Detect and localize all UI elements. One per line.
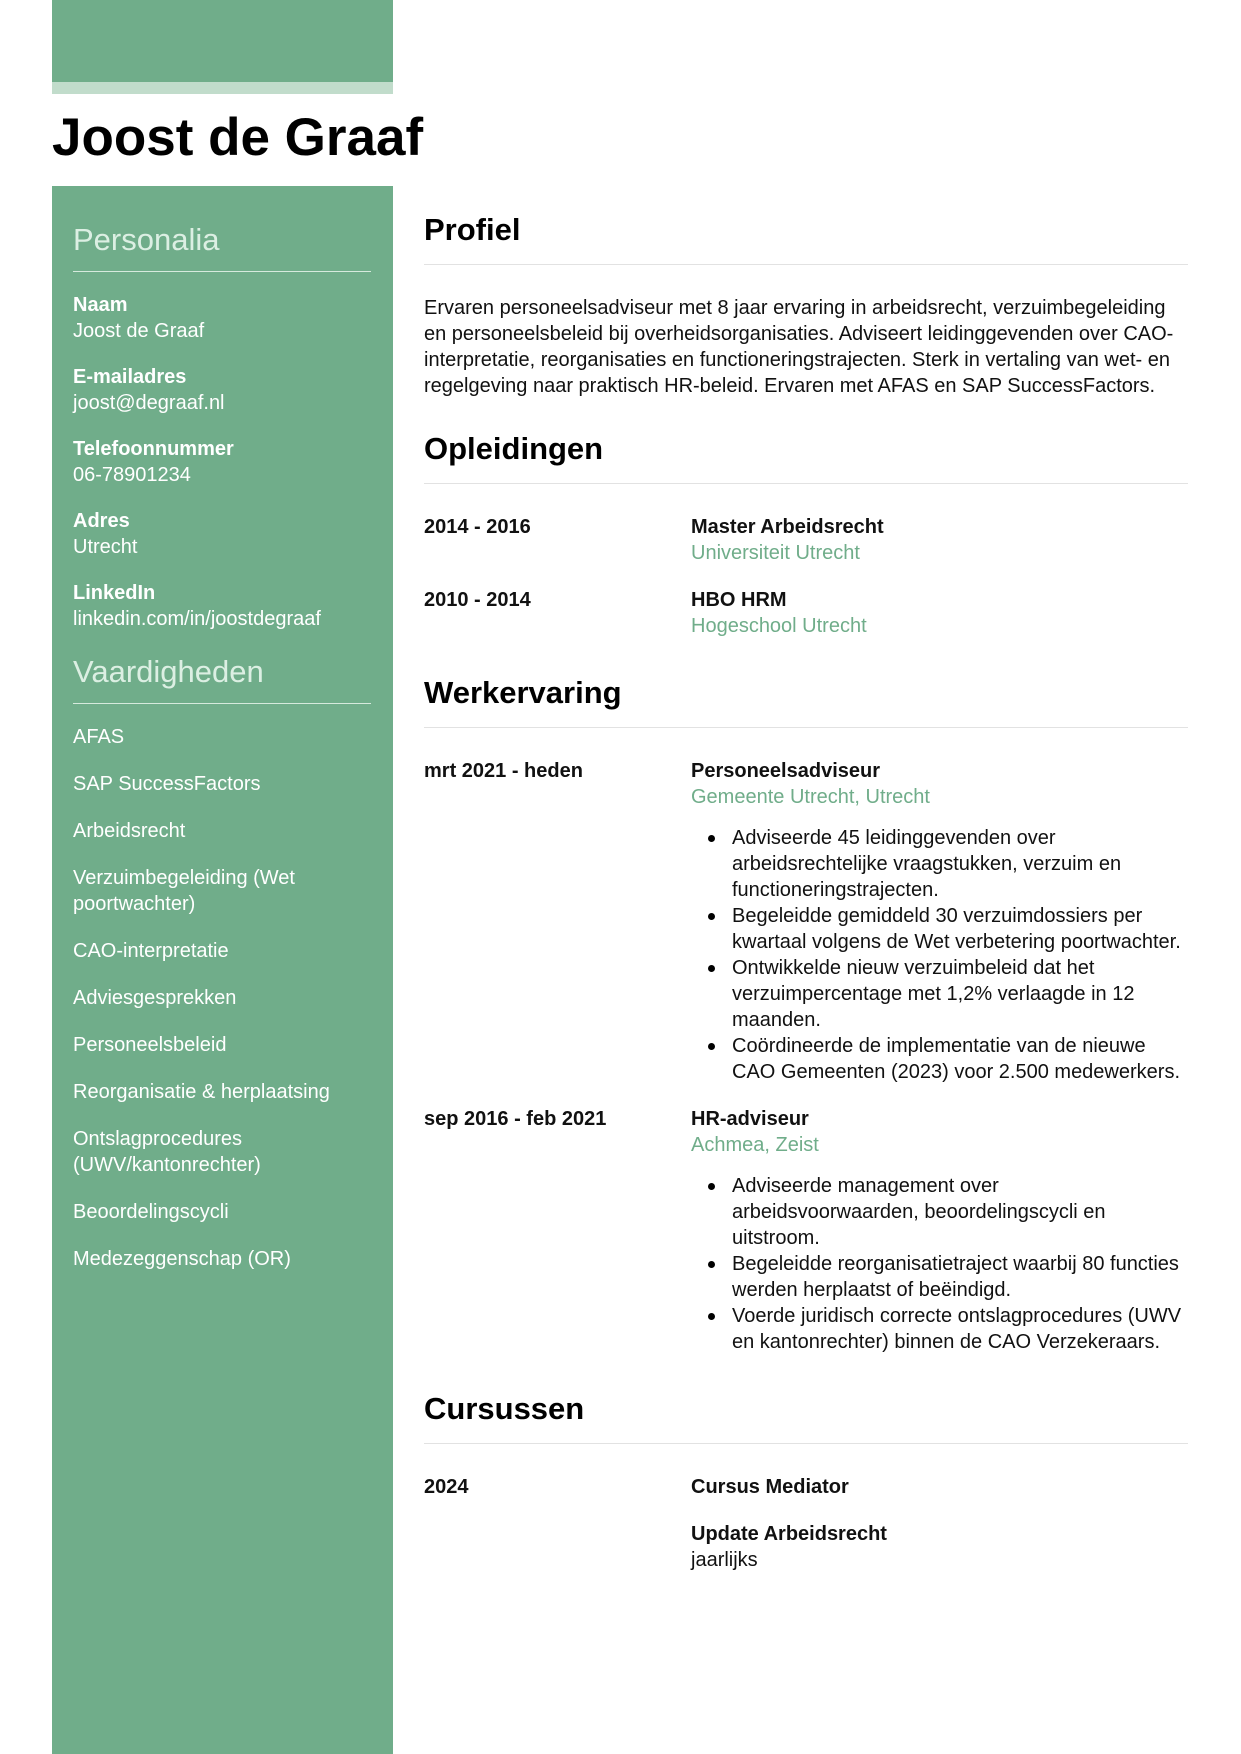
achievement-item: Adviseerde management over arbeidsvoorwaarden, beoordelingscycli en uitstroom. — [732, 1173, 1188, 1251]
profile-section — [424, 210, 1188, 399]
education-heading: Opleidingen — [424, 431, 604, 466]
entry-employer: Gemeente Utrecht, Utrecht — [691, 786, 930, 808]
achievement-item: Adviseerde 45 leidinggevenden over arbeidsrechtelijke vraagstukken, verzuim en functioneringstrajecten. — [732, 825, 1188, 903]
skills-divider — [73, 703, 371, 704]
personalia-divider — [73, 271, 371, 272]
entry-title: HBO HRM — [691, 589, 787, 611]
achievement-list — [691, 1173, 1188, 1355]
personalia-item-linkedin — [73, 580, 371, 632]
achievement-item: Ontwikkelde nieuw verzuimbeleid dat het verzuimpercentage met 1,2% verlaagde in 12 maanden. — [732, 955, 1188, 1033]
experience-heading: Werkervaring — [424, 675, 622, 710]
education-entry — [424, 587, 1188, 639]
skill-item: Verzuimbegeleiding (Wet poortwachter) — [73, 867, 295, 915]
entry-body — [691, 587, 1188, 639]
achievement-item: Voerde juridisch correcte ontslagprocedures (UWV en kantonrechter) binnen de CAO Verzekeraars. — [732, 1303, 1188, 1355]
skill-item: Arbeidsrecht — [73, 820, 186, 842]
entry-body — [691, 1106, 1188, 1355]
personalia-label: E-mailadres — [73, 366, 187, 388]
skill-item: Medezeggenschap (OR) — [73, 1248, 291, 1270]
entry-body — [691, 514, 1188, 566]
skill-item: Personeelsbeleid — [73, 1034, 227, 1056]
personalia-label: Adres — [73, 510, 130, 532]
skill-item: Beoordelingscycli — [73, 1201, 229, 1223]
section-divider — [424, 264, 1188, 265]
entry-date: 2024 — [424, 1476, 469, 1498]
candidate-name: Joost de Graaf — [52, 108, 424, 167]
skill-item: Adviesgesprekken — [73, 987, 237, 1009]
course-title: Cursus Mediator — [691, 1476, 849, 1498]
profile-heading: Profiel — [424, 212, 521, 247]
skills-heading: Vaardigheden — [73, 654, 264, 689]
education-section — [424, 429, 1188, 673]
course-item — [691, 1474, 1188, 1500]
header-accent-stripe — [52, 82, 393, 94]
entry-body — [691, 758, 1188, 1085]
phone-value: 06-78901234 — [73, 464, 191, 486]
experience-entry — [424, 1106, 1188, 1355]
skill-item: Reorganisatie & herplaatsing — [73, 1081, 330, 1103]
achievement-item: Begeleidde gemiddeld 30 verzuimdossiers per kwartaal volgens de Wet verbetering poortwachter. — [732, 903, 1188, 955]
entry-body — [691, 1474, 1188, 1594]
skill-item: Ontslagprocedures (UWV/kantonrechter) — [73, 1128, 261, 1176]
linkedin-link[interactable]: linkedin.com/in/joostdegraaf — [73, 608, 321, 630]
courses-section — [424, 1389, 1188, 1594]
personalia-label: Telefoonnummer — [73, 438, 234, 460]
entry-date: sep 2016 - feb 2021 — [424, 1108, 607, 1130]
skill-item: AFAS — [73, 726, 125, 748]
entry-date: mrt 2021 - heden — [424, 760, 583, 782]
course-title: Update Arbeidsrecht — [691, 1523, 887, 1545]
personalia-item-address — [73, 508, 371, 560]
achievement-list — [691, 825, 1188, 1085]
email-link[interactable]: joost@degraaf.nl — [73, 392, 225, 414]
entry-title: Personeelsadviseur — [691, 760, 880, 782]
personalia-label: Naam — [73, 294, 128, 316]
entry-date: 2014 - 2016 — [424, 516, 531, 538]
entry-employer: Achmea, Zeist — [691, 1134, 819, 1156]
section-divider — [424, 727, 1188, 728]
personalia-label: LinkedIn — [73, 582, 156, 604]
education-entry — [424, 514, 1188, 566]
entry-institution: Universiteit Utrecht — [691, 542, 860, 564]
personalia-item-phone — [73, 436, 371, 488]
achievement-item: Coördineerde de implementatie van de nieuwe CAO Gemeenten (2023) voor 2.500 medewerkers. — [732, 1033, 1188, 1085]
main-content — [424, 210, 1188, 1615]
personalia-item-email — [73, 364, 371, 416]
entry-institution: Hogeschool Utrecht — [691, 615, 867, 637]
course-entry — [424, 1474, 1188, 1594]
experience-section — [424, 673, 1188, 1389]
entry-date: 2010 - 2014 — [424, 589, 531, 611]
section-divider — [424, 483, 1188, 484]
entry-title: Master Arbeidsrecht — [691, 516, 884, 538]
sidebar — [52, 186, 393, 1754]
profile-text: Ervaren personeelsadviseur met 8 jaar ervaring in arbeidsrecht, verzuimbegeleiding en personeelsbeleid bij overheidsorganisaties. Adviseert leidinggevenden over CAO-interpretatie, reorganisaties en functioneringstrajecten. Sterk in vertaling van wet- en regelgeving naar praktisch HR-beleid. Ervaren met AFAS en SAP SuccessFactors. — [424, 297, 1174, 397]
achievement-item: Begeleidde reorganisatietraject waarbij 80 functies werden herplaatst of beëindigd. — [732, 1251, 1188, 1303]
header-color-block — [52, 0, 393, 82]
personalia-value: Joost de Graaf — [73, 320, 205, 342]
address-value: Utrecht — [73, 536, 138, 558]
skill-item: SAP SuccessFactors — [73, 773, 261, 795]
experience-entry — [424, 758, 1188, 1085]
section-divider — [424, 1443, 1188, 1444]
courses-heading: Cursussen — [424, 1391, 585, 1426]
personalia-item-name — [73, 292, 371, 344]
course-note: jaarlijks — [691, 1549, 758, 1571]
skill-item: CAO-interpretatie — [73, 940, 229, 962]
entry-title: HR-adviseur — [691, 1108, 809, 1130]
personalia-heading: Personalia — [73, 222, 220, 257]
course-item — [691, 1521, 1188, 1573]
